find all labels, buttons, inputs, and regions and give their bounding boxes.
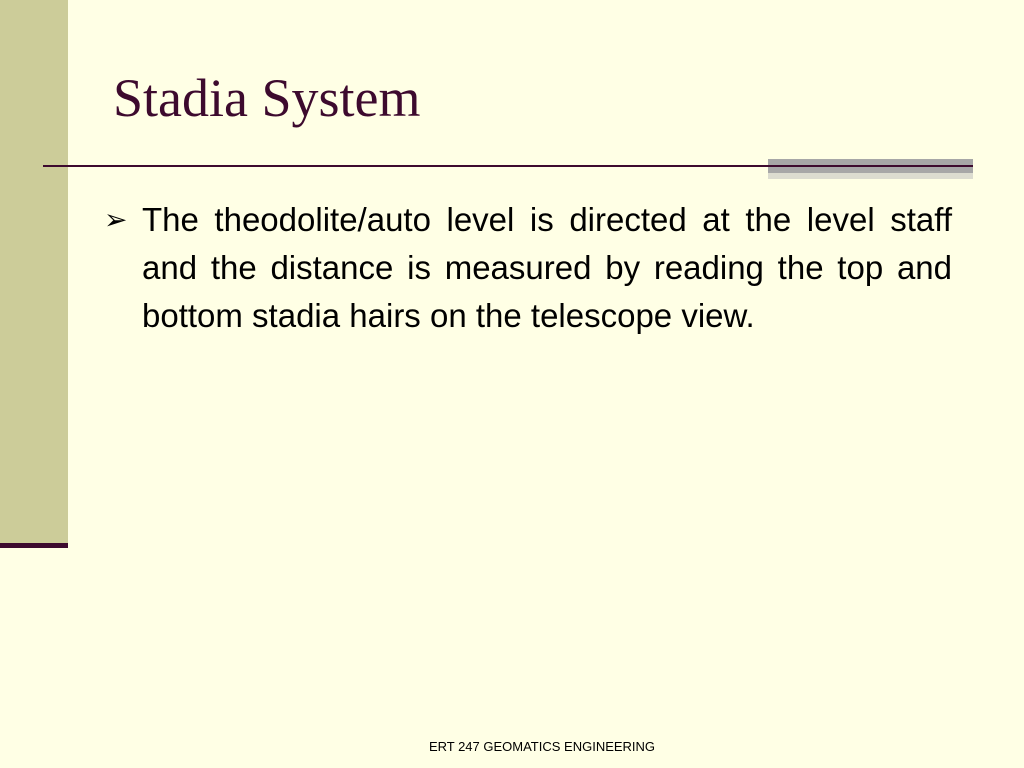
slide-footer: ERT 247 GEOMATICS ENGINEERING: [428, 739, 656, 754]
bullet-list: [104, 196, 952, 340]
title-accent-bar: [768, 159, 973, 179]
left-band-accent-bar: [0, 543, 68, 548]
slide-title: Stadia System: [113, 68, 421, 128]
left-decorative-band: [0, 0, 68, 547]
bullet-item: [104, 196, 952, 340]
arrow-bullet-icon: ➢: [104, 203, 128, 236]
bullet-text: The theodolite/auto level is directed at the level staff and the distance is measured by reading the top and bottom stadia hairs on the telescope view.: [142, 201, 952, 334]
